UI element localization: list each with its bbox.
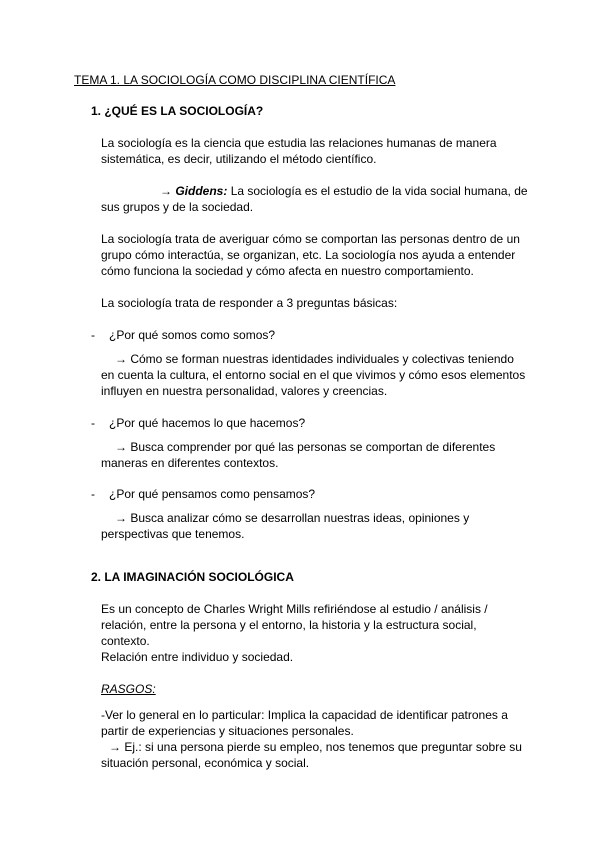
bullet-dash: - xyxy=(91,487,95,501)
answer-2-line-1: → Busca comprender por qué las personas se comportan de diferentes xyxy=(115,440,496,454)
s2-paragraph-1-line-2: relación, entre la persona y el entorno, la historia y la estructura social, xyxy=(101,618,477,632)
s1-paragraph-2-line-1: La sociología trata de averiguar cómo se comportan las personas dentro de un xyxy=(101,232,520,246)
arrow-icon: → xyxy=(160,184,172,198)
s2-paragraph-1-line-4: Relación entre individuo y sociedad. xyxy=(101,650,294,664)
s1-paragraph-1-line-1: La sociología es la ciencia que estudia las relaciones humanas de manera xyxy=(101,136,497,150)
answer-1-line-2: en cuenta la cultura, el entorno social en el que vivimos y cómo esos elementos xyxy=(101,368,526,382)
answer-2-line-2: maneras en diferentes contextos. xyxy=(101,456,279,470)
rasgo-1-line-2: partir de experiencias y situaciones personales. xyxy=(101,724,354,738)
answer-1-line-1: → Cómo se forman nuestras identidades individuales y colectivas teniendo xyxy=(115,352,514,366)
example-line-2: situación personal, económica y social. xyxy=(101,756,310,770)
document-title: TEMA 1. LA SOCIOLOGÍA COMO DISCIPLINA CIENTÍFICA xyxy=(74,73,396,87)
s1-paragraph-3: La sociología trata de responder a 3 preguntas básicas: xyxy=(101,296,398,310)
question-3: ¿Por qué pensamos como pensamos? xyxy=(109,487,316,501)
answer-3-line-1: → Busca analizar cómo se desarrollan nuestras ideas, opiniones y xyxy=(115,511,470,525)
s2-paragraph-1-line-3: contexto. xyxy=(101,634,150,648)
section-2-heading: 2. LA IMAGINACIÓN SOCIOLÓGICA xyxy=(91,570,294,584)
rasgo-1-line-1: -Ver lo general en lo particular: Implica la capacidad de identificar patrones a xyxy=(101,708,508,722)
giddens-author: Giddens: xyxy=(175,184,228,198)
answer-3-line-2: perspectivas que tenemos. xyxy=(101,527,245,541)
section-1-heading: 1. ¿QUÉ ES LA SOCIOLOGÍA? xyxy=(91,104,264,118)
s2-paragraph-1-line-1: Es un concepto de Charles Wright Mills refiriéndose al estudio / análisis / xyxy=(101,602,488,616)
rasgos-heading: RASGOS: xyxy=(101,682,156,696)
giddens-quote-line-2: sus grupos y de la sociedad. xyxy=(101,200,254,214)
s1-paragraph-2-line-3: cómo funciona la sociedad y cómo afecta en nuestro comportamiento. xyxy=(101,264,474,278)
s1-paragraph-2-line-2: grupo cómo interactúa, se organizan, etc. La sociología nos ayuda a entender xyxy=(101,248,516,262)
question-2: ¿Por qué hacemos lo que hacemos? xyxy=(109,416,306,430)
example-line-1: → Ej.: si una persona pierde su empleo, nos tenemos que preguntar sobre su xyxy=(109,740,522,754)
question-1: ¿Por qué somos como somos? xyxy=(109,328,276,342)
bullet-dash: - xyxy=(91,416,95,430)
s1-paragraph-1-line-2: sistemática, es decir, utilizando el método científico. xyxy=(101,152,377,166)
answer-1-line-3: influyen en nuestra personalidad, valores y creencias. xyxy=(101,384,388,398)
bullet-dash: - xyxy=(91,328,95,342)
giddens-quote-text: La sociología es el estudio de la vida social humana, de xyxy=(227,184,528,198)
giddens-quote-line-1 xyxy=(160,184,528,199)
